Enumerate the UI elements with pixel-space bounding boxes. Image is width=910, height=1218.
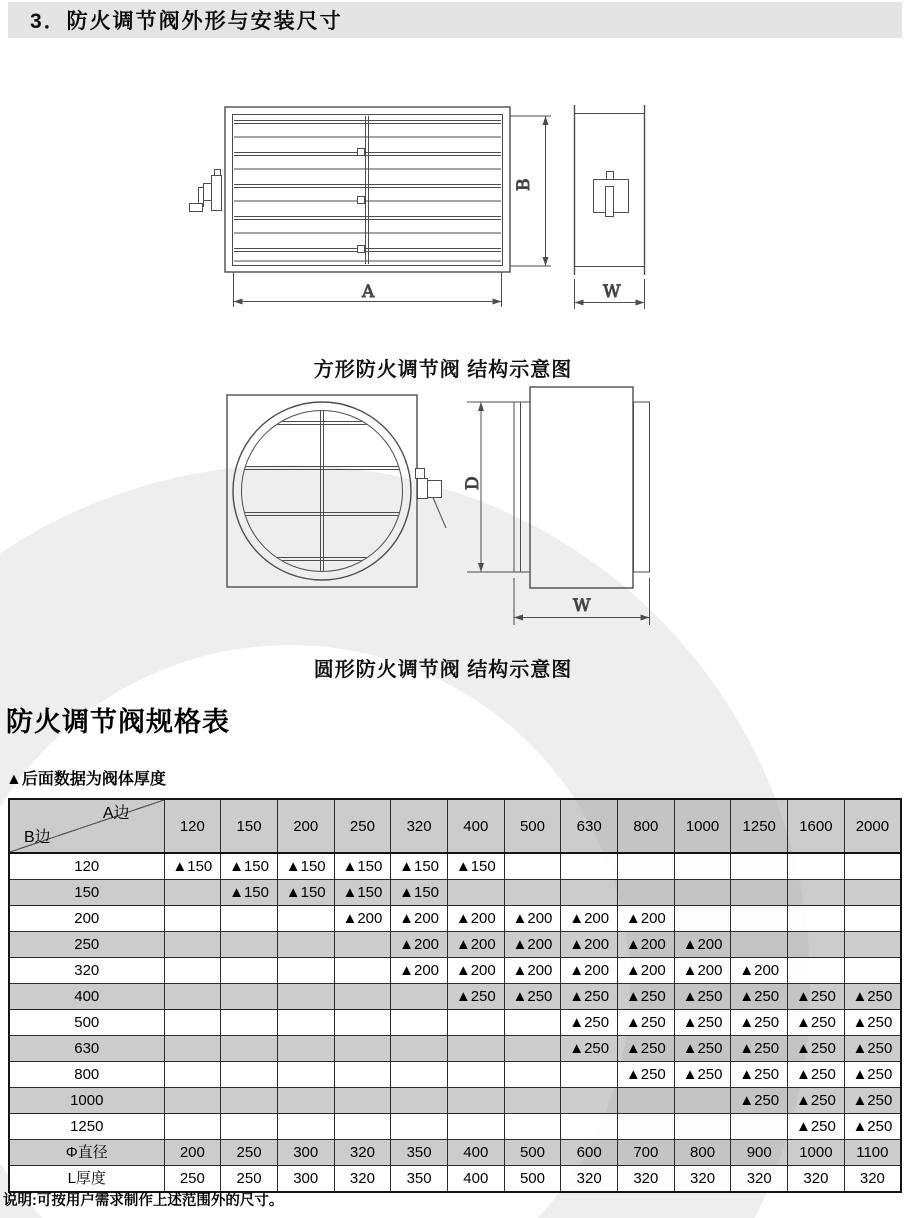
table-cell	[504, 853, 561, 880]
row-header: 150	[9, 880, 164, 906]
header-row	[9, 799, 901, 853]
table-cell	[164, 906, 221, 932]
table-cell: ▲200	[618, 932, 675, 958]
table-cell: 320	[731, 1166, 788, 1193]
column-header: 320	[391, 799, 448, 853]
table-cell: 250	[164, 1166, 221, 1193]
table-cell	[731, 1114, 788, 1140]
corner-label-a-side: A边	[102, 805, 130, 822]
table-row	[9, 1036, 901, 1062]
table-row	[9, 853, 901, 880]
table-cell: ▲250	[844, 1062, 901, 1088]
table-cell	[221, 1114, 278, 1140]
dimension-W-square	[575, 279, 645, 309]
table-cell: ▲250	[674, 1062, 731, 1088]
table-cell: ▲200	[561, 958, 618, 984]
dimension-B	[510, 116, 551, 266]
svg-text:A: A	[362, 282, 375, 302]
table-cell: ▲200	[504, 932, 561, 958]
table-cell: ▲150	[221, 853, 278, 880]
table-cell: ▲250	[788, 1062, 845, 1088]
table-cell	[391, 1114, 448, 1140]
table-cell: ▲150	[164, 853, 221, 880]
svg-text:W: W	[573, 596, 591, 616]
table-cell	[504, 1062, 561, 1088]
table-cell: 200	[164, 1140, 221, 1166]
table-cell: ▲200	[447, 932, 504, 958]
table-cell: 400	[447, 1166, 504, 1193]
table-cell	[447, 1088, 504, 1114]
table-cell: 600	[561, 1140, 618, 1166]
table-cell	[844, 958, 901, 984]
row-header: 400	[9, 984, 164, 1010]
table-cell	[164, 1088, 221, 1114]
table-cell	[391, 1036, 448, 1062]
table-cell	[447, 880, 504, 906]
table-cell	[447, 1036, 504, 1062]
table-cell	[731, 932, 788, 958]
table-cell: ▲200	[334, 906, 391, 932]
table-cell: ▲200	[504, 906, 561, 932]
table-cell	[164, 984, 221, 1010]
table-row	[9, 906, 901, 932]
table-cell: ▲250	[561, 1036, 618, 1062]
table-cell: ▲200	[447, 906, 504, 932]
table-cell	[504, 1088, 561, 1114]
square-damper-front-view	[190, 107, 552, 307]
table-cell: ▲250	[844, 1088, 901, 1114]
table-cell: ▲250	[844, 1114, 901, 1140]
table-cell: 400	[447, 1140, 504, 1166]
table-cell: ▲250	[731, 1036, 788, 1062]
table-cell: 800	[674, 1140, 731, 1166]
linkage-rod	[358, 116, 369, 264]
table-cell	[618, 1114, 675, 1140]
table-cell	[561, 880, 618, 906]
table-cell: ▲150	[334, 853, 391, 880]
table-cell	[788, 906, 845, 932]
table-cell	[334, 1062, 391, 1088]
table-cell	[334, 932, 391, 958]
table-cell: ▲150	[447, 853, 504, 880]
table-cell	[277, 1036, 334, 1062]
table-cell: ▲200	[504, 958, 561, 984]
table-cell	[334, 1010, 391, 1036]
round-damper-front-view	[227, 395, 446, 587]
table-cell: 320	[334, 1140, 391, 1166]
table-cell	[788, 880, 845, 906]
table-cell: ▲150	[277, 853, 334, 880]
table-row	[9, 880, 901, 906]
table-cell	[788, 932, 845, 958]
table-cell	[504, 880, 561, 906]
column-header: 630	[561, 799, 618, 853]
row-header: 120	[9, 853, 164, 880]
column-header: 200	[277, 799, 334, 853]
spec-table-note: ▲后面数据为阀体厚度	[6, 771, 166, 788]
table-cell	[844, 880, 901, 906]
table-cell: ▲250	[618, 1062, 675, 1088]
table-cell: ▲200	[674, 932, 731, 958]
round-damper-side-view	[463, 387, 650, 625]
row-header: 1000	[9, 1088, 164, 1114]
table-cell: 320	[334, 1166, 391, 1193]
table-cell	[334, 1088, 391, 1114]
table-cell	[391, 1088, 448, 1114]
table-cell	[391, 984, 448, 1010]
round-damper-caption: 圆形防火调节阀 结构示意图	[313, 659, 573, 681]
table-cell: ▲200	[447, 958, 504, 984]
table-cell: 300	[277, 1166, 334, 1193]
table-cell	[561, 1062, 618, 1088]
row-header: 800	[9, 1062, 164, 1088]
table-cell: ▲250	[674, 1036, 731, 1062]
table-cell	[788, 853, 845, 880]
table-cell: 500	[504, 1140, 561, 1166]
dimension-D	[463, 402, 530, 572]
handle-mechanism	[190, 170, 222, 212]
svg-text:B: B	[514, 178, 534, 191]
page-title-bar	[8, 2, 902, 38]
table-cell	[447, 1114, 504, 1140]
table-cell	[334, 1114, 391, 1140]
row-header: 200	[9, 906, 164, 932]
table-cell	[391, 1010, 448, 1036]
spec-footnote: 说明:可按用户需求制作上述范围外的尺寸。	[3, 1193, 284, 1209]
table-cell	[221, 984, 278, 1010]
page-title: 3．防火调节阀外形与安装尺寸	[30, 10, 343, 33]
table-cell	[731, 853, 788, 880]
table-cell: 300	[277, 1140, 334, 1166]
svg-text:W: W	[603, 282, 621, 302]
table-cell	[334, 1036, 391, 1062]
table-cell	[504, 1010, 561, 1036]
table-cell	[504, 1036, 561, 1062]
table-cell	[164, 958, 221, 984]
table-cell	[164, 1036, 221, 1062]
table-cell: 350	[391, 1166, 448, 1193]
column-header: 1600	[788, 799, 845, 853]
table-cell: ▲250	[788, 1036, 845, 1062]
column-header: 150	[221, 799, 278, 853]
table-cell: 320	[618, 1166, 675, 1193]
square-damper-caption: 方形防火调节阀 结构示意图	[313, 359, 573, 381]
table-cell	[844, 906, 901, 932]
round-actuator	[416, 469, 447, 529]
table-cell	[277, 906, 334, 932]
dimension-A	[234, 272, 502, 307]
table-cell	[447, 1062, 504, 1088]
table-cell: ▲250	[788, 1088, 845, 1114]
table-row	[9, 932, 901, 958]
table-cell: ▲200	[391, 958, 448, 984]
table-cell: ▲250	[844, 1010, 901, 1036]
spec-table	[8, 798, 902, 1193]
table-cell: ▲200	[731, 958, 788, 984]
table-cell	[221, 1036, 278, 1062]
table-cell	[447, 1010, 504, 1036]
table-cell	[221, 1062, 278, 1088]
table-cell	[844, 853, 901, 880]
table-cell: ▲250	[447, 984, 504, 1010]
table-cell	[561, 853, 618, 880]
table-cell	[334, 984, 391, 1010]
table-cell: ▲200	[561, 906, 618, 932]
table-cell: ▲250	[788, 984, 845, 1010]
table-row	[9, 1140, 901, 1166]
table-cell: 1000	[788, 1140, 845, 1166]
table-cell: 320	[788, 1166, 845, 1193]
table-row	[9, 958, 901, 984]
row-header: 630	[9, 1036, 164, 1062]
table-cell	[674, 1114, 731, 1140]
table-cell	[561, 1088, 618, 1114]
table-cell	[221, 1088, 278, 1114]
table-cell	[674, 1088, 731, 1114]
table-cell	[221, 906, 278, 932]
table-cell: ▲200	[618, 906, 675, 932]
column-header: 120	[164, 799, 221, 853]
table-cell: 500	[504, 1166, 561, 1193]
round-blades	[233, 404, 411, 579]
column-header: 500	[504, 799, 561, 853]
table-cell	[844, 932, 901, 958]
svg-text:D: D	[463, 476, 483, 490]
column-header: 1250	[731, 799, 788, 853]
column-header: 400	[447, 799, 504, 853]
table-row	[9, 1062, 901, 1088]
table-cell: ▲200	[674, 958, 731, 984]
table-cell: ▲250	[731, 1010, 788, 1036]
table-cell: ▲250	[788, 1010, 845, 1036]
table-cell	[221, 932, 278, 958]
table-row	[9, 1114, 901, 1140]
table-cell: ▲250	[731, 984, 788, 1010]
corner-label-b-side: B边	[24, 829, 51, 846]
table-cell	[334, 958, 391, 984]
table-cell	[674, 906, 731, 932]
column-header: 250	[334, 799, 391, 853]
table-cell: ▲200	[391, 906, 448, 932]
table-cell: ▲150	[391, 880, 448, 906]
table-cell: ▲250	[788, 1114, 845, 1140]
table-cell: 320	[674, 1166, 731, 1193]
table-cell: ▲250	[844, 1036, 901, 1062]
table-cell	[277, 1062, 334, 1088]
table-cell	[391, 1062, 448, 1088]
table-cell: 250	[221, 1140, 278, 1166]
table-cell: 320	[561, 1166, 618, 1193]
table-cell: ▲250	[844, 984, 901, 1010]
row-header: 1250	[9, 1114, 164, 1140]
table-cell	[277, 1010, 334, 1036]
table-cell: ▲250	[618, 1036, 675, 1062]
table-cell: ▲150	[391, 853, 448, 880]
table-cell: ▲250	[731, 1062, 788, 1088]
table-cell	[731, 880, 788, 906]
table-cell	[674, 853, 731, 880]
table-cell	[164, 1010, 221, 1036]
table-row	[9, 1010, 901, 1036]
row-header: 500	[9, 1010, 164, 1036]
square-damper-side-view	[575, 105, 645, 309]
table-cell	[731, 906, 788, 932]
table-cell: ▲250	[674, 1010, 731, 1036]
table-cell: 350	[391, 1140, 448, 1166]
column-header: 2000	[844, 799, 901, 853]
table-cell	[221, 1010, 278, 1036]
table-cell	[164, 932, 221, 958]
table-cell	[164, 880, 221, 906]
table-cell: ▲250	[618, 984, 675, 1010]
table-cell	[164, 1114, 221, 1140]
table-row	[9, 1088, 901, 1114]
table-cell: 320	[844, 1166, 901, 1193]
table-cell: 250	[221, 1166, 278, 1193]
row-header: L厚度	[9, 1166, 164, 1193]
table-cell: 700	[618, 1140, 675, 1166]
column-header: 800	[618, 799, 675, 853]
column-header: 1000	[674, 799, 731, 853]
row-header: 320	[9, 958, 164, 984]
table-cell	[618, 1088, 675, 1114]
table-cell: ▲250	[618, 1010, 675, 1036]
table-cell: ▲150	[221, 880, 278, 906]
table-cell	[277, 958, 334, 984]
table-cell: ▲150	[334, 880, 391, 906]
corner-cell	[9, 799, 164, 853]
table-cell	[277, 1088, 334, 1114]
table-cell: ▲250	[561, 1010, 618, 1036]
table-cell: ▲250	[504, 984, 561, 1010]
table-cell	[618, 853, 675, 880]
table-cell	[164, 1062, 221, 1088]
table-cell	[504, 1114, 561, 1140]
table-cell	[221, 958, 278, 984]
table-cell: 1100	[844, 1140, 901, 1166]
table-cell	[618, 880, 675, 906]
table-cell: ▲200	[618, 958, 675, 984]
table-cell: ▲200	[561, 932, 618, 958]
table-cell	[277, 1114, 334, 1140]
row-header: Φ直径	[9, 1140, 164, 1166]
table-cell	[561, 1114, 618, 1140]
table-cell: ▲250	[674, 984, 731, 1010]
table-cell: 900	[731, 1140, 788, 1166]
table-cell: ▲250	[731, 1088, 788, 1114]
table-cell: ▲150	[277, 880, 334, 906]
table-row	[9, 984, 901, 1010]
dimension-W-round	[514, 578, 650, 625]
row-header: 250	[9, 932, 164, 958]
table-cell: ▲250	[561, 984, 618, 1010]
spec-table-title: 防火调节阀规格表	[6, 707, 230, 737]
table-cell	[277, 932, 334, 958]
table-cell	[674, 880, 731, 906]
table-cell	[277, 984, 334, 1010]
table-cell	[788, 958, 845, 984]
table-cell: ▲200	[391, 932, 448, 958]
